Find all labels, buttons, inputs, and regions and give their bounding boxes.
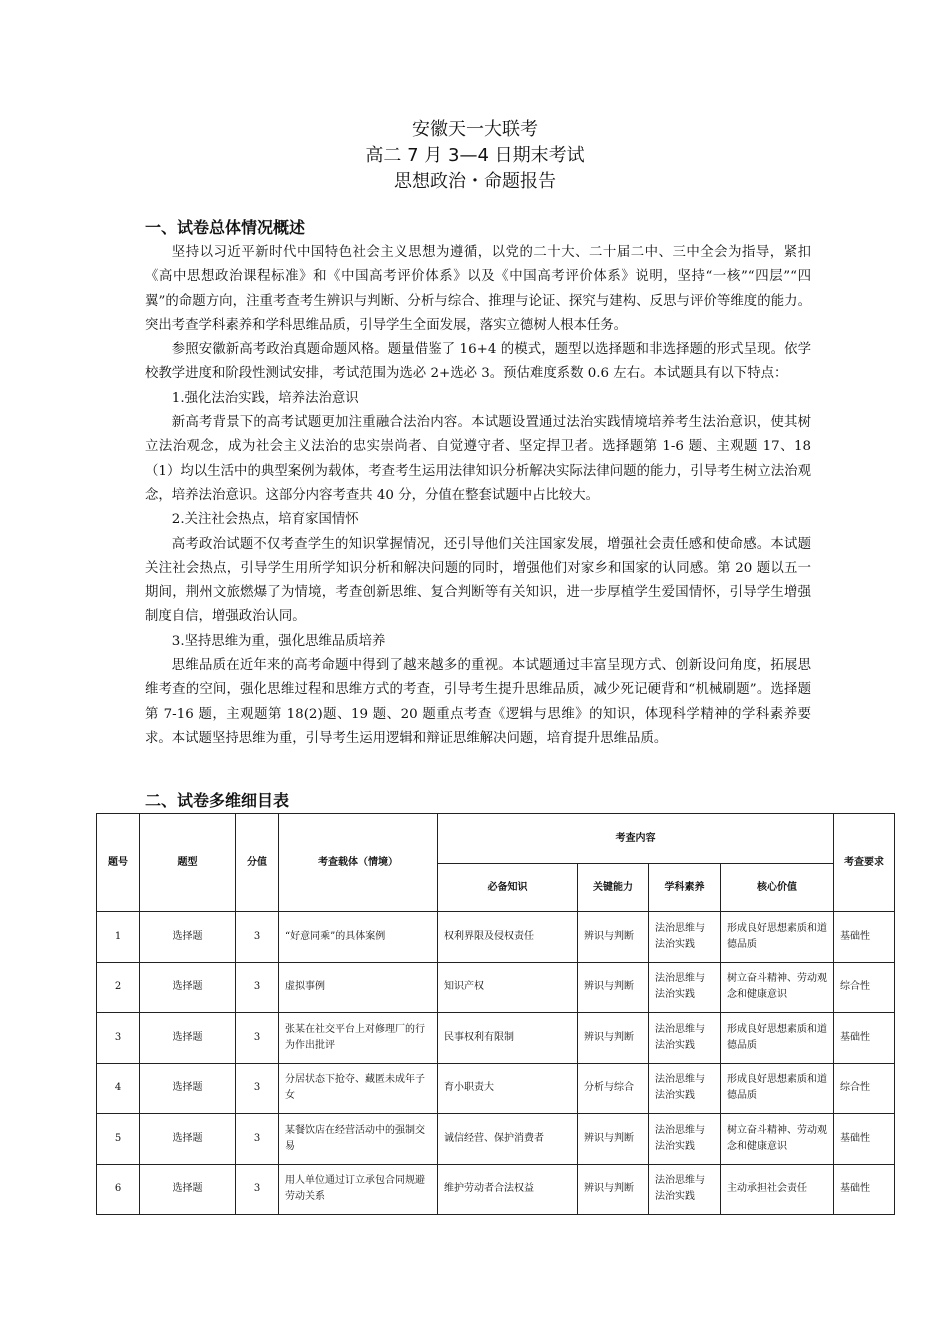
section1-body	[145, 241, 811, 751]
cell-score: 3	[236, 912, 279, 963]
header-type: 题型	[140, 814, 236, 912]
cell-carrier: 分居状态下抢夺、藏匿未成年子女	[279, 1063, 438, 1114]
cell-knowledge: 权利界限及侵权责任	[438, 912, 578, 963]
cell-value: 形成良好思想素质和道德品质	[721, 912, 834, 963]
document-title-exam-name: 安徽天一大联考	[412, 119, 538, 140]
cell-literacy: 法治思维与法治实践	[649, 1063, 721, 1114]
cell-literacy: 法治思维与法治实践	[649, 1164, 721, 1215]
cell-score: 3	[236, 962, 279, 1013]
subheading: 1.强化法治实践，培养法治意识	[171, 390, 359, 406]
cell-value: 形成良好思想素质和道德品质	[721, 1063, 834, 1114]
cell-ability: 辨识与判断	[578, 962, 649, 1013]
section1-heading: 一、试卷总体情况概述	[145, 218, 306, 237]
cell-value: 树立奋斗精神、劳动观念和健康意识	[721, 962, 834, 1013]
cell-num: 1	[97, 912, 140, 963]
cell-knowledge: 知识产权	[438, 962, 578, 1013]
cell-num: 3	[97, 1013, 140, 1064]
cell-type: 选择题	[140, 962, 236, 1013]
subheading: 2.关注社会热点，培育家国情怀	[171, 512, 359, 528]
cell-literacy: 法治思维与法治实践	[649, 1114, 721, 1165]
header-content: 考查内容	[438, 814, 834, 864]
cell-literacy: 法治思维与法治实践	[649, 962, 721, 1013]
table-row	[97, 1164, 895, 1215]
multidimensional-detail-table	[96, 813, 895, 1215]
document-title-report: 思想政治・命题报告	[394, 171, 556, 192]
cell-requirement: 基础性	[834, 1114, 895, 1165]
cell-literacy: 法治思维与法治实践	[649, 912, 721, 963]
cell-value: 树立奋斗精神、劳动观念和健康意识	[721, 1114, 834, 1165]
cell-value: 主动承担社会责任	[721, 1164, 834, 1215]
cell-requirement: 综合性	[834, 1063, 895, 1114]
cell-num: 5	[97, 1114, 140, 1165]
table-row	[97, 1063, 895, 1114]
cell-carrier: 用人单位通过订立承包合同规避劳动关系	[279, 1164, 438, 1215]
table-row	[97, 1114, 895, 1165]
cell-type: 选择题	[140, 912, 236, 963]
paragraph: 思维品质在近年来的高考命题中得到了越来越多的重视。本试题通过丰富呈现方式、创新设问角度，拓展思维考查的空间，强化思维过程和思维方式的考查，引导考生提升思维品质，减少死记硬背和“机械刷题”。选择题第 7-16 题，主观题第 18(2)题、19 题、20 题重点考查《逻辑与思维》的知识，体现科学精神的学科素养要求。本试题坚持思维为重，引导考生运用逻辑和辩证思维解决问题，培育提升思维品质。	[145, 658, 811, 746]
cell-ability: 辨识与判断	[578, 912, 649, 963]
cell-ability: 辨识与判断	[578, 1114, 649, 1165]
cell-score: 3	[236, 1013, 279, 1064]
cell-type: 选择题	[140, 1164, 236, 1215]
paragraph: 坚持以习近平新时代中国特色社会主义思想为遵循，以党的二十大、二十届二中、三中全会为指导，紧扣《高中思想政治课程标准》和《中国高考评价体系》以及《中国高考评价体系》说明，坚持“一核”“四层”“四翼”的命题方向，注重考查考生辨识与判断、分析与综合、推理与论证、探究与建构、反思与评价等维度的能力。突出考查学科素养和学科思维品质，引导学生全面发展，落实立德树人根本任务。	[145, 245, 811, 333]
header-num: 题号	[97, 814, 140, 912]
cell-requirement: 基础性	[834, 912, 895, 963]
cell-num: 4	[97, 1063, 140, 1114]
table-row	[97, 1013, 895, 1064]
cell-knowledge: 诚信经营、保护消费者	[438, 1114, 578, 1165]
paragraph: 新高考背景下的高考试题更加注重融合法治内容。本试题设置通过法治实践情境培养考生法治意识，使其树立法治观念，成为社会主义法治的忠实崇尚者、自觉遵守者、坚定捍卫者。选择题第 1-6 题、主观题 17、18（1）均以生活中的典型案例为载体，考查考生运用法律知识分析解决实际法律问题的能力，引导考生树立法治观念，培养法治意识。这部分内容考查共 40 分，分值在整套试题中占比较大。	[145, 415, 811, 503]
cell-requirement: 基础性	[834, 1013, 895, 1064]
section2-heading: 二、试卷多维细目表	[145, 791, 290, 810]
cell-carrier: “好意同乘”的具体案例	[279, 912, 438, 963]
cell-type: 选择题	[140, 1013, 236, 1064]
table-row	[97, 912, 895, 963]
header-requirement: 考查要求	[834, 814, 895, 912]
cell-carrier: 张某在社交平台上对修理厂的行为作出批评	[279, 1013, 438, 1064]
paragraph: 参照安徽新高考政治真题命题风格。题量借鉴了 16+4 的模式，题型以选择题和非选择题的形式呈现。依学校教学进度和阶段性测试安排，考试范围为选必 2+选必 3。预估难度系数 0.6 左右。本试题具有以下特点：	[145, 342, 811, 382]
cell-ability: 分析与综合	[578, 1063, 649, 1114]
table-header-row	[97, 814, 895, 864]
cell-requirement: 基础性	[834, 1164, 895, 1215]
cell-num: 6	[97, 1164, 140, 1215]
cell-carrier: 某餐饮店在经营活动中的强制交易	[279, 1114, 438, 1165]
cell-value: 形成良好思想素质和道德品质	[721, 1013, 834, 1064]
header-score: 分值	[236, 814, 279, 912]
cell-knowledge: 维护劳动者合法权益	[438, 1164, 578, 1215]
cell-score: 3	[236, 1164, 279, 1215]
cell-type: 选择题	[140, 1114, 236, 1165]
cell-num: 2	[97, 962, 140, 1013]
cell-requirement: 综合性	[834, 962, 895, 1013]
header-literacy: 学科素养	[649, 864, 721, 912]
header-knowledge: 必备知识	[438, 864, 578, 912]
cell-ability: 辨识与判断	[578, 1164, 649, 1215]
cell-literacy: 法治思维与法治实践	[649, 1013, 721, 1064]
cell-knowledge: 民事权利有限制	[438, 1013, 578, 1064]
cell-knowledge: 育小职责大	[438, 1063, 578, 1114]
cell-carrier: 虚拟事例	[279, 962, 438, 1013]
cell-score: 3	[236, 1063, 279, 1114]
table-row	[97, 962, 895, 1013]
subheading: 3.坚持思维为重，强化思维品质培养	[171, 633, 386, 649]
cell-ability: 辨识与判断	[578, 1013, 649, 1064]
header-carrier: 考查载体（情境）	[279, 814, 438, 912]
cell-type: 选择题	[140, 1063, 236, 1114]
header-ability: 关键能力	[578, 864, 649, 912]
cell-score: 3	[236, 1114, 279, 1165]
paragraph: 高考政治试题不仅考查学生的知识掌握情况，还引导他们关注国家发展，增强社会责任感和使命感。本试题关注社会热点，引导学生用所学知识分析和解决问题的同时，增强他们对家乡和国家的认同感。第 20 题以五一期间，荆州文旅燃爆了为情境，考查创新思维、复合判断等有关知识，进一步厚植学生爱国情怀，引导学生增强制度自信，增强政治认同。	[145, 536, 811, 625]
document-title-exam-date: 高二 7 月 3—4 日期末考试	[365, 145, 585, 166]
header-value: 核心价值	[721, 864, 834, 912]
